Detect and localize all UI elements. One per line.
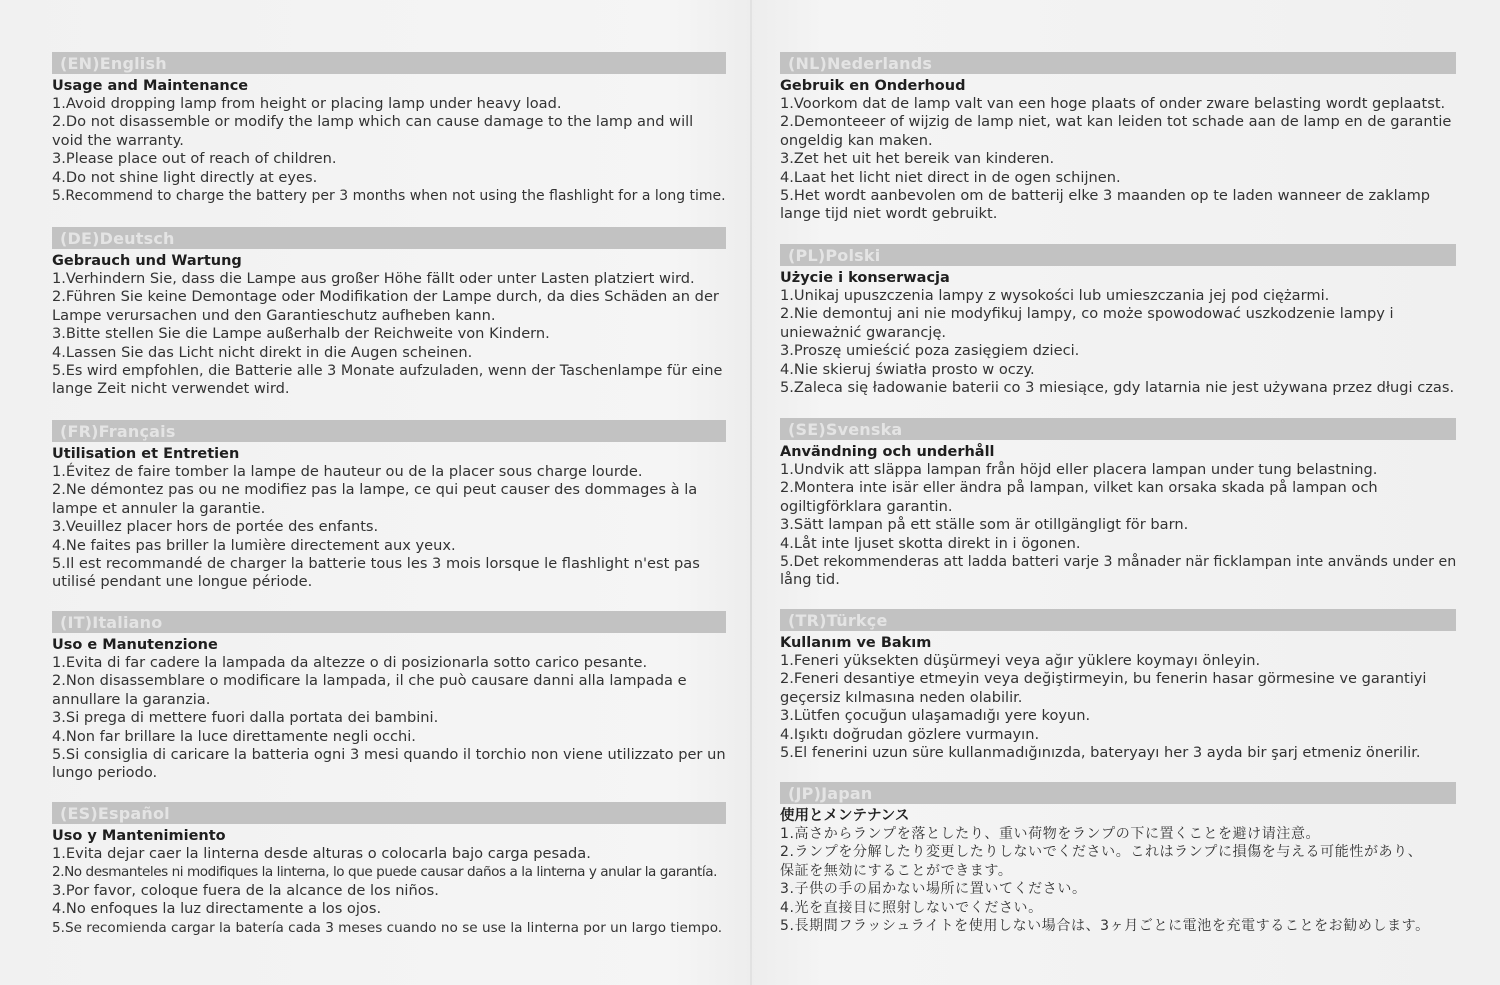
language-label: (DE)Deutsch (60, 228, 175, 248)
instruction-line: 1.Voorkom dat de lamp valt van een hoge plaats of onder zware belasting wordt geplaatst. (780, 95, 1446, 112)
instruction-list (780, 95, 1456, 224)
instruction-line: 2.ランプを分解したり変更したりしないでください。これはランプに損傷を与える可能性があり、 (780, 844, 1423, 861)
instruction-line: 5.Zaleca się ładowanie baterii co 3 miesiące, gdy latarnia nie jest używana przez długi czas. (780, 379, 1455, 397)
language-label: (TR)Türkçe (788, 610, 888, 630)
section-german (52, 227, 726, 399)
section-title: Uso e Manutenzione (52, 637, 218, 653)
instruction-line: ongeldig kan maken. (780, 131, 933, 149)
section-spanish (52, 802, 726, 937)
language-label: (NL)Nederlands (788, 53, 933, 73)
instruction-list (780, 461, 1456, 590)
instruction-line: 4.Non far brillare la luce direttamente negli occhi. (52, 727, 416, 745)
language-bar (780, 244, 1456, 266)
section-title: Uso y Mantenimiento (52, 828, 226, 844)
instruction-line: ogiltigförklara garantin. (780, 497, 953, 515)
language-bar (52, 420, 726, 442)
instruction-line: 2.Non disassemblare o modificare la lampada, il che può causare danni alla lampada e (52, 672, 687, 690)
instruction-line: lange Zeit nicht verwendet wird. (52, 380, 290, 398)
language-bar (780, 782, 1456, 804)
instruction-line: 1.高さからランプを落としたり、重い荷物をランプの下に置くことを避け请注意。 (780, 826, 1321, 842)
section-title: Gebruik en Onderhoud (780, 78, 966, 94)
section-title: Usage and Maintenance (52, 78, 249, 94)
instruction-line: 4.Nie skieruj światła prosto w oczy. (780, 360, 1035, 378)
instruction-list (780, 652, 1456, 762)
instruction-line: 5.Es wird empfohlen, die Batterie alle 3 Monate aufzuladen, wenn der Taschenlampe für eine (52, 363, 723, 380)
language-label: (ES)Español (60, 803, 170, 823)
instruction-line: 1.Avoid dropping lamp from height or placing lamp under heavy load. (52, 95, 562, 112)
language-bar (52, 227, 726, 249)
instruction-line: 2.Ne démontez pas ou ne modifiez pas la lampe, ce qui peut causer des dommages à la (52, 481, 698, 499)
section-title: 使用とメンテナンス (780, 808, 910, 824)
instruction-line: 3.Bitte stellen Sie die Lampe außerhalb der Reichweite von Kindern. (52, 325, 550, 343)
instruction-line: 5.長期間フラッシュライトを使用しない場合は、3ヶ月ごとに電池を充電することをお勧めします。 (780, 918, 1430, 935)
language-bar (52, 802, 726, 824)
language-bar (780, 609, 1456, 631)
instruction-line: 5.Si consiglia di caricare la batteria ogni 3 mesi quando il torchio non viene utilizzato per un (52, 746, 726, 764)
instruction-line: 4.No enfoques la luz directamente a los ojos. (52, 900, 382, 918)
section-dutch (780, 52, 1456, 224)
instruction-line: lång tid. (780, 571, 840, 589)
instruction-line: 3.Por favor, coloque fuera de la alcance de los niños. (52, 881, 439, 899)
language-label: (EN)English (60, 53, 167, 73)
instruction-list (52, 654, 726, 783)
instruction-line: 4.Ne faites pas briller la lumière directement aux yeux. (52, 536, 456, 554)
language-label: (JP)Japan (788, 783, 873, 803)
language-bar (52, 52, 726, 74)
instruction-list (780, 825, 1456, 935)
section-swedish (780, 418, 1456, 590)
instruction-line: 3.Lütfen çocuğun ulaşamadığı yere koyun. (780, 707, 1091, 725)
instruction-line: 3.子供の手の届かない場所に置いてください。 (780, 881, 1087, 898)
instruction-line: 1.Evita dejar caer la linterna desde alturas o colocarla bajo carga pesada. (52, 845, 591, 862)
instruction-line: lampe et annuler la garantie. (52, 499, 266, 517)
section-title: Kullanım ve Bakım (780, 635, 932, 651)
instruction-list (52, 95, 726, 205)
instruction-line: 1.Unikaj upuszczenia lampy z wysokości lub umieszczania jej pod ciężarmi. (780, 287, 1330, 304)
instruction-line: 5.Det rekommenderas att ladda batteri varje 3 månader när ficklampan inte används under en (780, 554, 1457, 571)
section-title: Użycie i konserwacja (780, 270, 950, 286)
instruction-list (780, 287, 1456, 397)
language-bar (780, 418, 1456, 440)
instruction-line: 4.光を直接目に照射しないでください。 (780, 899, 1043, 916)
instruction-line: 5.Recommend to charge the battery per 3 months when not using the flashlight for a long time. (52, 188, 726, 205)
instruction-line: 4.Laat het licht niet direct in de ogen schijnen. (780, 168, 1121, 186)
language-bar (780, 52, 1456, 74)
instruction-line: 4.Lassen Sie das Licht nicht direkt in die Augen scheinen. (52, 343, 473, 361)
instruction-line: 2.Do not disassemble or modify the lamp which can cause damage to the lamp and will (52, 113, 694, 131)
instruction-line: unieważnić gwarancję. (780, 323, 947, 341)
section-french (52, 420, 726, 592)
instruction-line: 5.Het wordt aanbevolen om de batterij elke 3 maanden op te laden wanneer de zaklamp (780, 187, 1431, 205)
instruction-line: utilisé pendant une longue période. (52, 573, 313, 591)
instruction-line: 4.Låt inte ljuset skotta direkt in i ögonen. (780, 534, 1081, 552)
instruction-line: 2.Führen Sie keine Demontage oder Modifikation der Lampe durch, da dies Schäden an der (52, 288, 719, 306)
instruction-line: 2.Feneri desantiye etmeyin veya değiştirmeyin, bu fenerin hasar görmesine ve garantiyi (780, 670, 1427, 688)
instruction-line: 2.Montera inte isär eller ändra på lampan, vilket kan orsaka skada på lampan och (780, 479, 1378, 497)
instruction-line: lange tijd niet wordt gebruikt. (780, 205, 998, 223)
instruction-line: 4.Işıktı doğrudan gözlere vurmayın. (780, 725, 1040, 743)
instruction-line: 2.No desmanteles ni modifiques la linterna, lo que puede causar daños a la linterna y anular la garantía. (52, 864, 717, 881)
instruction-line: 2.Demonteeer of wijzig de lamp niet, wat kan leiden tot schade aan de lamp en de garantie (780, 113, 1452, 131)
instruction-list (52, 270, 726, 399)
language-label: (SE)Svenska (788, 419, 903, 439)
instruction-line: 2.Nie demontuj ani nie modyfikuj lampy, co może spowodować uszkodzenie lampy i (780, 305, 1394, 323)
instruction-line: void the warranty. (52, 131, 184, 149)
section-japanese (780, 782, 1456, 935)
instruction-line: 5.Se recomienda cargar la batería cada 3 meses cuando no se use la linterna por un largo tiempo. (52, 919, 723, 936)
instruction-line: 3.Zet het uit het bereik van kinderen. (780, 150, 1055, 168)
instruction-line: 5.El fenerini uzun süre kullanmadığınızda, bateryayı her 3 ayda bir şarj etmeniz önerilir. (780, 744, 1421, 762)
instruction-line: 3.Please place out of reach of children. (52, 150, 337, 168)
instruction-line: Lampe verursachen und den Garantieschutz aufheben kann. (52, 306, 496, 324)
section-polish (780, 244, 1456, 397)
section-title: Användning och underhåll (780, 444, 995, 460)
section-italian (52, 611, 726, 783)
instruction-line: 1.Evita di far cadere la lampada da altezze o di posizionarla sotto carico pesante. (52, 654, 648, 671)
instruction-line: annullare la garanzia. (52, 690, 211, 708)
instruction-line: 1.Undvik att släppa lampan från höjd eller placera lampan under tung belastning. (780, 461, 1378, 478)
instruction-list (52, 845, 726, 937)
section-english (52, 52, 726, 205)
language-label: (IT)Italiano (60, 612, 163, 632)
instruction-line: geçersiz kılmasına neden olabilir. (780, 688, 1023, 706)
instruction-line: 4.Do not shine light directly at eyes. (52, 168, 318, 186)
instruction-line: 5.Il est recommandé de charger la batterie tous les 3 mois lorsque le flashlight n'est pas (52, 555, 700, 573)
section-turkish (780, 609, 1456, 762)
instruction-line: 1.Évitez de faire tomber la lampe de hauteur ou de la placer sous charge lourde. (52, 463, 643, 480)
instruction-line: 保証を無効にすることができます。 (780, 862, 1013, 879)
instruction-line: 3.Proszę umieścić poza zasięgiem dzieci. (780, 342, 1080, 360)
instruction-line: 3.Si prega di mettere fuori dalla portata dei bambini. (52, 709, 439, 727)
page-fold (750, 0, 752, 985)
language-bar (52, 611, 726, 633)
instruction-line: 3.Sätt lampan på ett ställe som är otillgängligt för barn. (780, 516, 1189, 534)
section-title: Gebrauch und Wartung (52, 253, 242, 269)
instruction-line: 3.Veuillez placer hors de portée des enfants. (52, 518, 379, 536)
section-title: Utilisation et Entretien (52, 446, 240, 462)
language-label: (PL)Polski (788, 245, 881, 265)
instruction-line: 1.Feneri yüksekten düşürmeyi veya ağır yüklere koymayı önleyin. (780, 652, 1261, 669)
instruction-line: lungo periodo. (52, 764, 158, 782)
instruction-line: 1.Verhindern Sie, dass die Lampe aus großer Höhe fällt oder unter Lasten platziert wird. (52, 270, 695, 287)
instruction-list (52, 463, 726, 592)
language-label: (FR)Français (60, 421, 176, 441)
